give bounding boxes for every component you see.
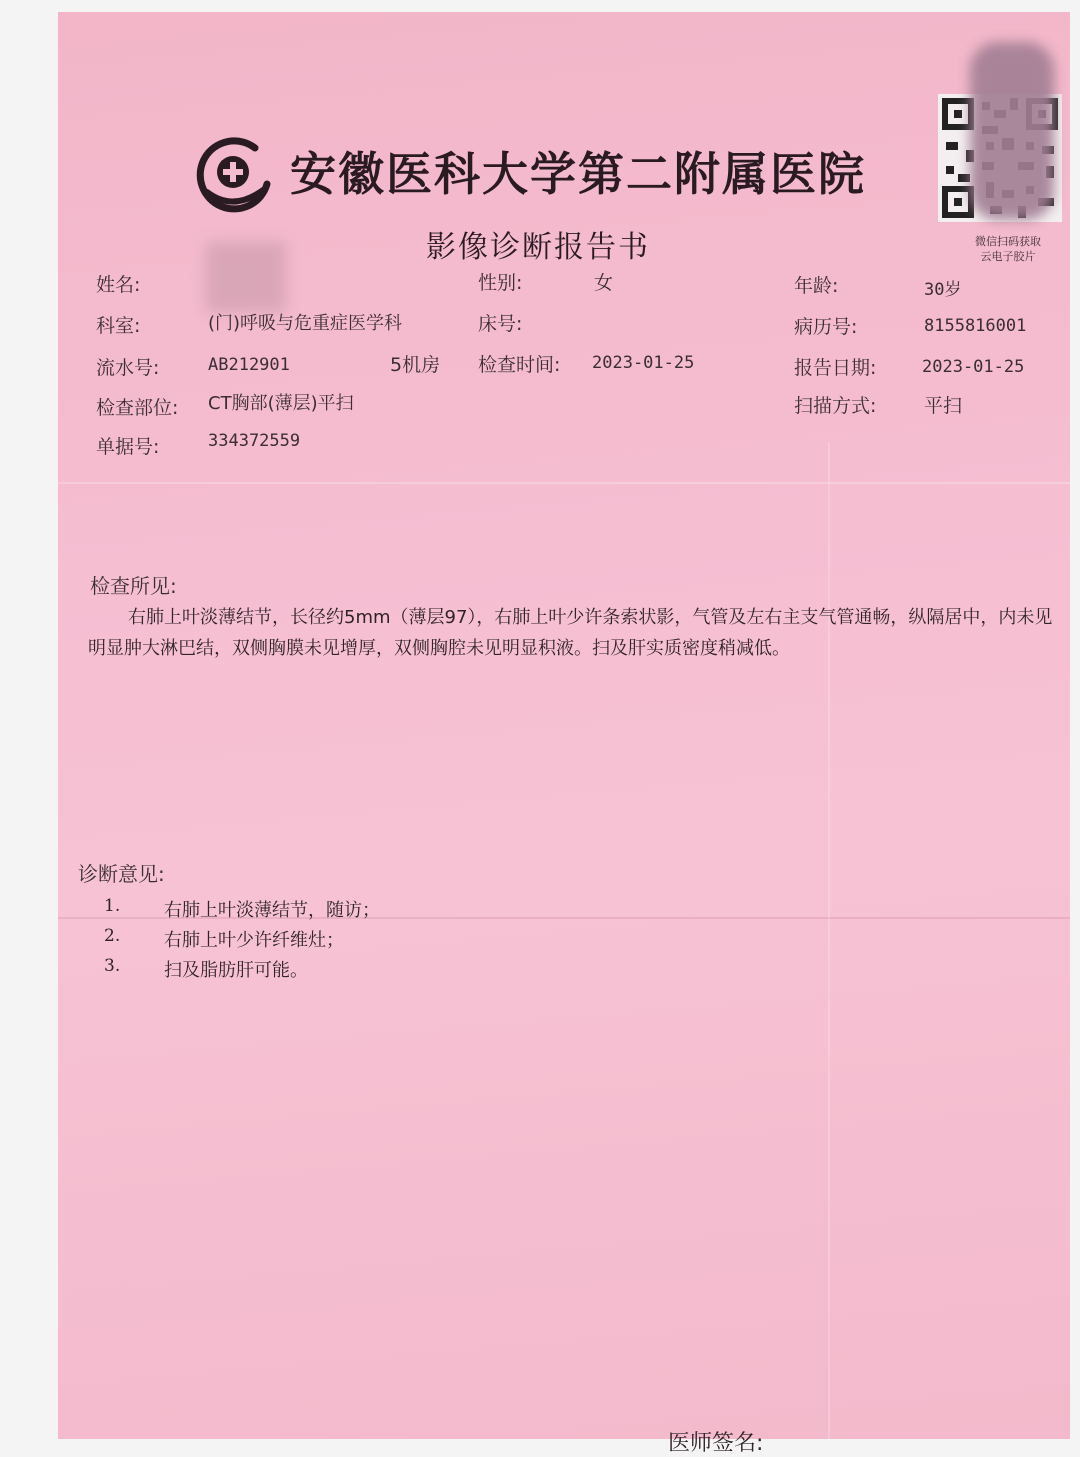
qr-caption-line2: 云电子胶片 [980,250,1036,263]
exam-time-label: 检查时间: [478,354,561,376]
signature-label: 医师签名: [668,1431,764,1456]
report-paper [58,12,1070,1456]
findings-text: 右肺上叶淡薄结节，长径约5mm（薄层97），右肺上叶少许条索状影，气管及左右主支气管通畅，纵隔居中，内未见明显肿大淋巴结，双侧胸膜未见增厚，双侧胸腔未见明显积液。扫及肝实质密度稍减低。 [88,607,1053,659]
bed-label: 床号: [478,313,523,335]
record-value: 8155816001 [924,316,1027,336]
serial-label: 流水号: [96,357,160,379]
scan-mode-value: 平扫 [924,395,963,417]
hospital-name: 安徽医科大学第二附属医院 [290,147,866,201]
gender-label: 性别: [478,272,523,294]
age-label: 年龄: [794,275,839,297]
exam-time-value: 2023-01-25 [592,353,695,373]
privacy-blur [206,242,286,312]
scan-mode-label: 扫描方式: [794,395,877,417]
diagnosis-item-number: 1. [104,896,121,916]
exam-part-value: CT胸部(薄层)平扫 [208,393,354,414]
diagnosis-item-number: 2. [104,926,121,946]
dept-label: 科室: [96,315,141,337]
findings-label: 检查所见: [90,574,177,598]
receipt-value: 334372559 [208,431,301,451]
qr-caption-line1: 微信扫码获取 [975,235,1041,248]
age-value: 30岁 [924,280,962,300]
diagnosis-item-text: 扫及脂肪肝可能。 [164,960,308,981]
dept-value: (门)呼吸与危重症医学科 [208,313,403,334]
diagnosis-label: 诊断意见: [78,862,165,886]
serial-value: AB212901 [208,355,290,375]
hospital-cross-hands-icon [193,134,275,216]
report-date-label: 报告日期: [794,357,877,379]
paper-crease [828,442,830,1442]
report-date-value: 2023-01-25 [922,357,1025,377]
diagnosis-item-number: 3. [104,956,121,976]
qr-caption [948,234,1068,264]
privacy-blur [970,42,1054,220]
report-title: 影像诊断报告书 [426,230,650,265]
paper-crease [58,482,1070,484]
diagnosis-item-text: 右肺上叶淡薄结节，随访； [164,900,380,921]
gender-value: 女 [594,272,614,294]
room-value: 5机房 [390,354,441,376]
receipt-label: 单据号: [96,436,160,458]
record-label: 病历号: [794,316,858,338]
name-label: 姓名: [96,274,141,296]
exam-part-label: 检查部位: [96,397,179,419]
diagnosis-item-text: 右肺上叶少许纤维灶； [164,930,344,951]
